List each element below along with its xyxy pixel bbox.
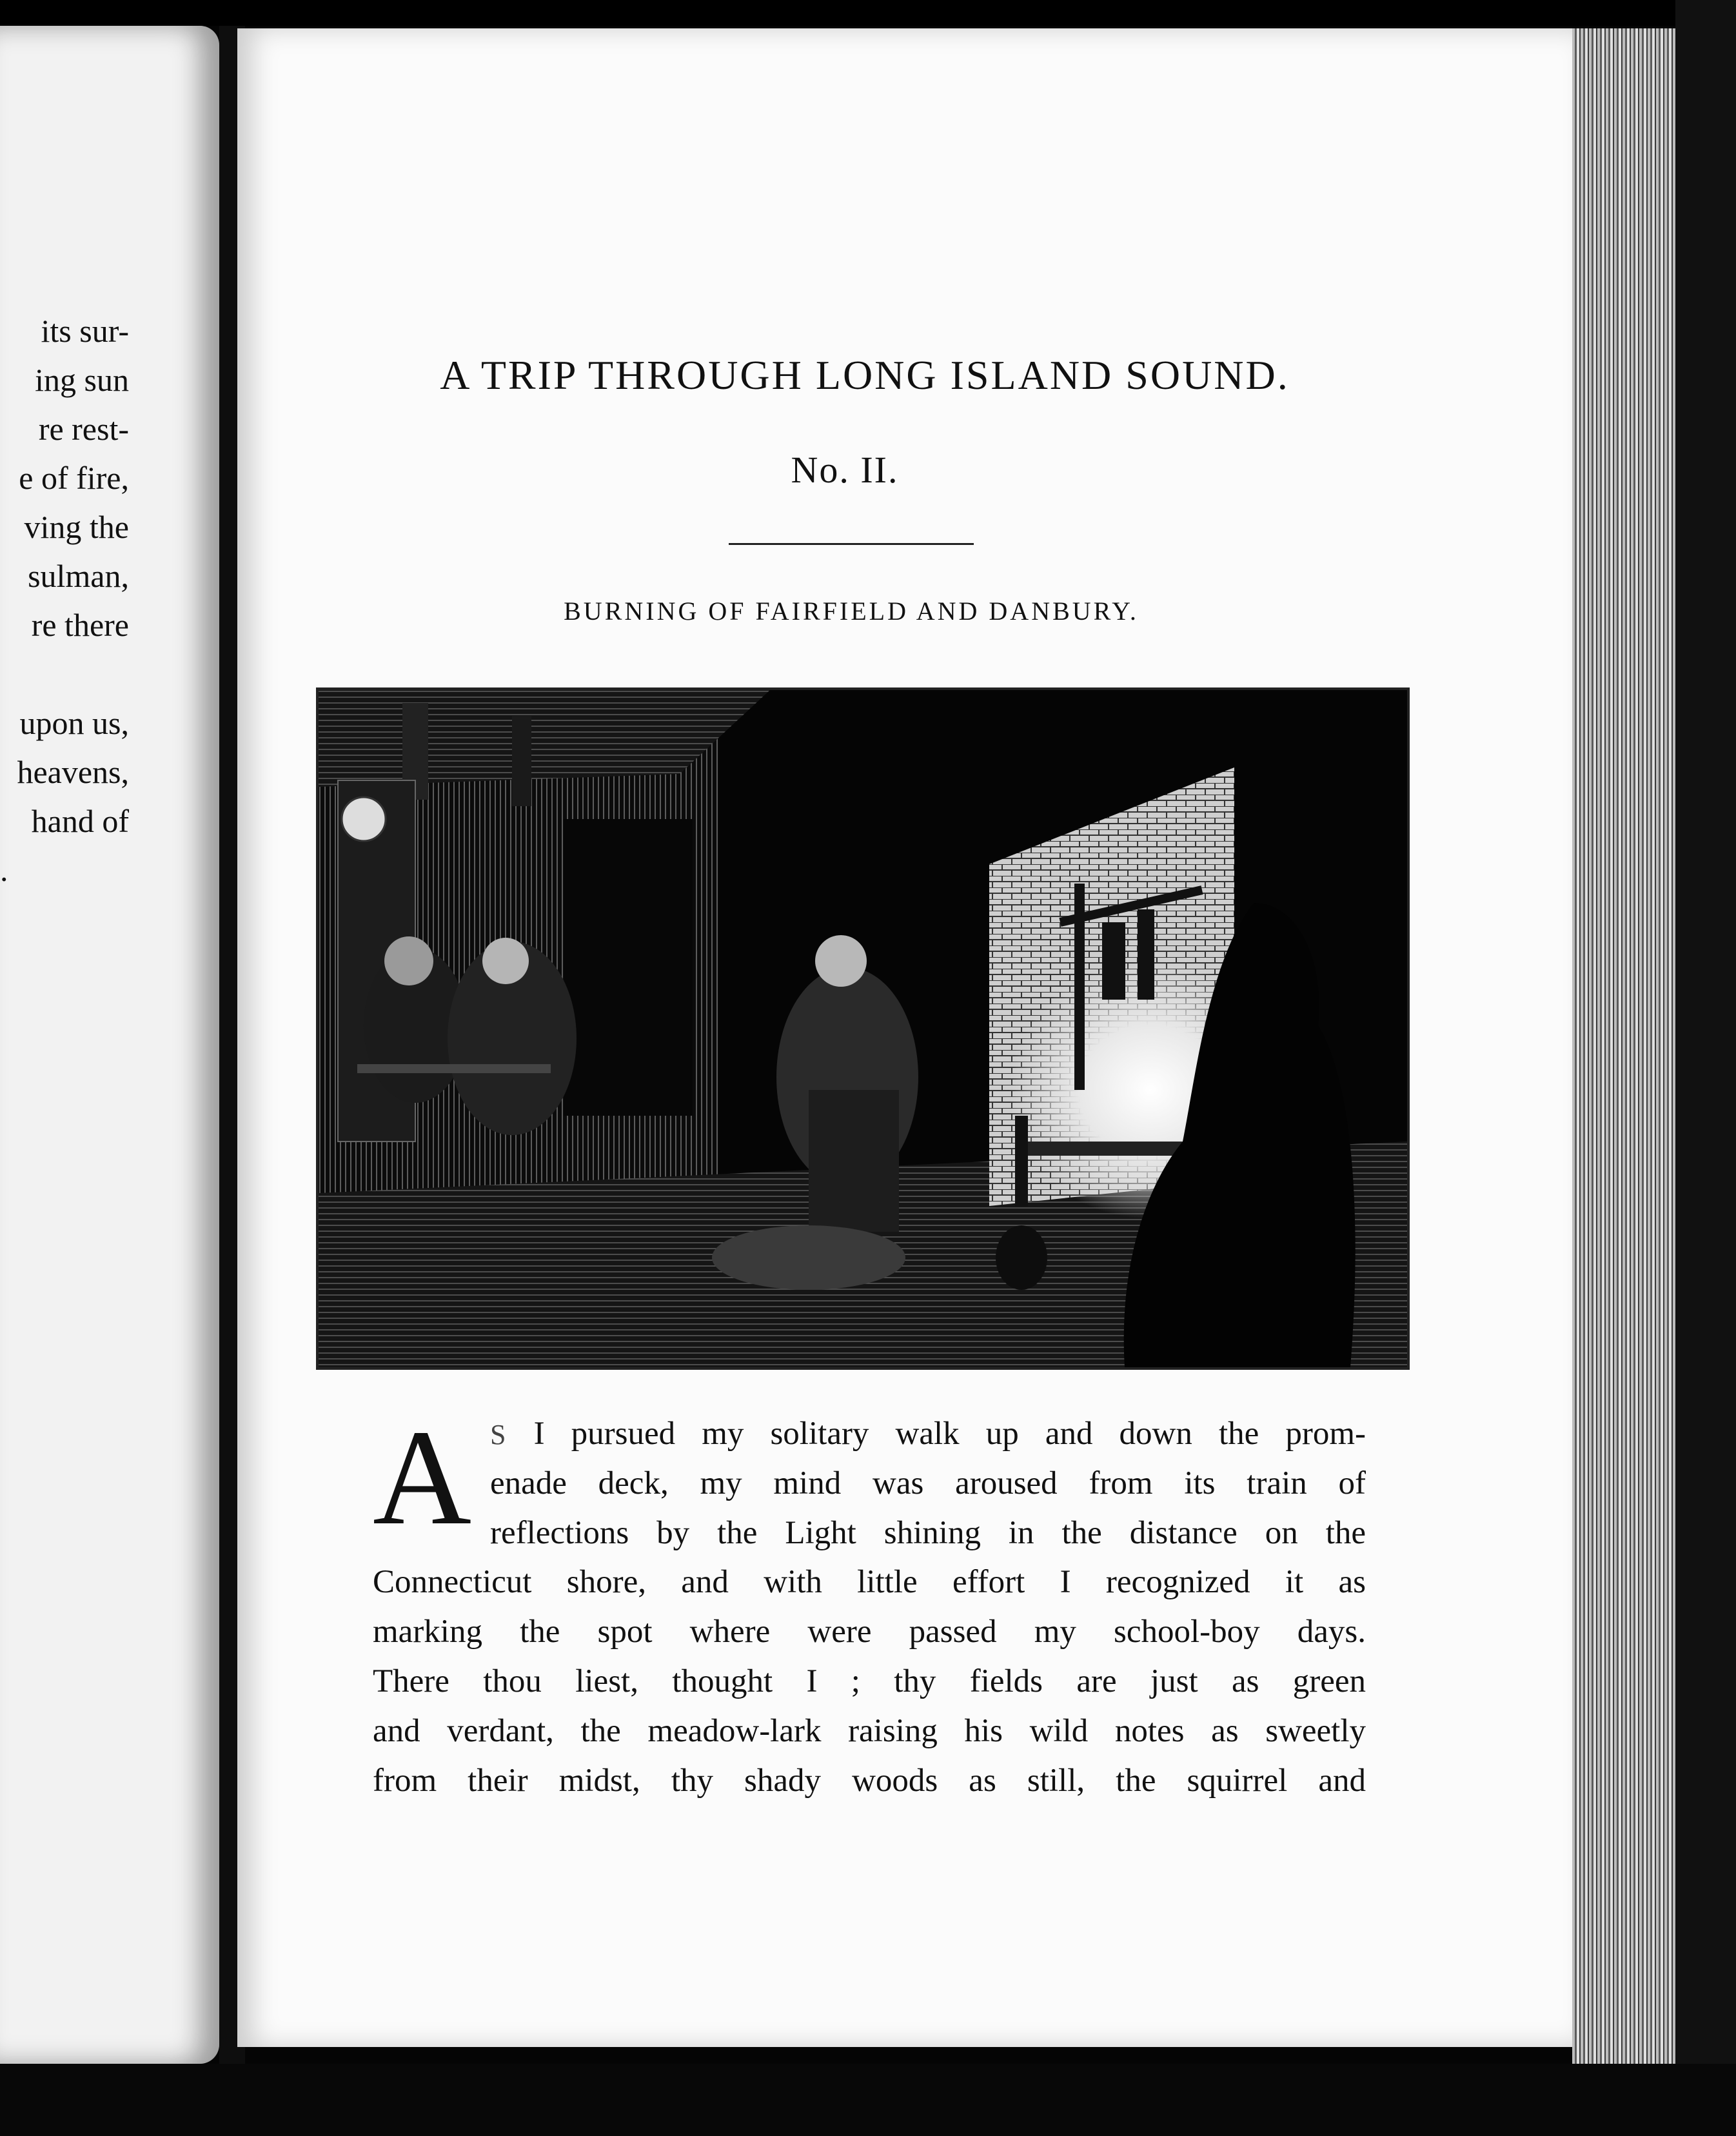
body-line: Connecticut shore, and with little effort I recognized it as — [373, 1564, 1366, 1601]
article-subtitle: BURNING OF FAIRFIELD AND DANBURY. — [564, 597, 1139, 626]
top-shadow — [0, 0, 1736, 26]
left-page-line: e of fire, — [19, 460, 129, 496]
left-page-line: ing sun — [35, 362, 129, 398]
title-divider — [729, 543, 974, 545]
body-line: reflections by the Light shining in the distance on the — [490, 1514, 1366, 1551]
first-word-small-cap: S — [490, 1419, 508, 1450]
left-page-line: hand of — [31, 803, 129, 839]
article-number: No. II. — [791, 449, 899, 491]
left-page-line: ving the — [24, 509, 129, 545]
body-line: from their midst, thy shady woods as still, the squirrel and — [373, 1762, 1366, 1799]
article-title — [0, 351, 1736, 399]
left-page-line: sulman, — [28, 558, 129, 594]
first-line-text: I pursued my solitary walk up and down the prom- — [533, 1416, 1366, 1452]
drop-cap: A — [373, 1401, 472, 1553]
body-line — [373, 1409, 1366, 1459]
article-body — [373, 1401, 1366, 1805]
left-facing-page — [0, 26, 219, 2064]
body-line: and verdant, the meadow-lark raising his wild notes as sweetly — [373, 1712, 1366, 1749]
engraving-illustration — [316, 687, 1410, 1370]
left-page-line: re rest- — [38, 411, 129, 447]
right-dark-edge — [1675, 0, 1736, 2136]
body-line: There thou liest, thought I ; thy fields are just as green — [373, 1663, 1366, 1699]
engraving-fireside-interior-icon — [319, 690, 1407, 1367]
bottom-dark-edge — [0, 2064, 1736, 2136]
left-page-line: its sur- — [41, 313, 129, 349]
left-page-line: re there — [31, 607, 129, 643]
left-page-line: . — [0, 852, 8, 888]
left-page-line: upon us, — [19, 705, 129, 741]
body-line: marking the spot where were passed my school-boy days. — [373, 1614, 1366, 1650]
left-page-line: heavens, — [17, 754, 129, 790]
article-title-text: A TRIP THROUGH LONG ISLAND SOUND. — [440, 352, 1290, 398]
body-line: enade deck, my mind was aroused from its train of — [490, 1465, 1366, 1501]
page-edges — [1572, 28, 1675, 2092]
